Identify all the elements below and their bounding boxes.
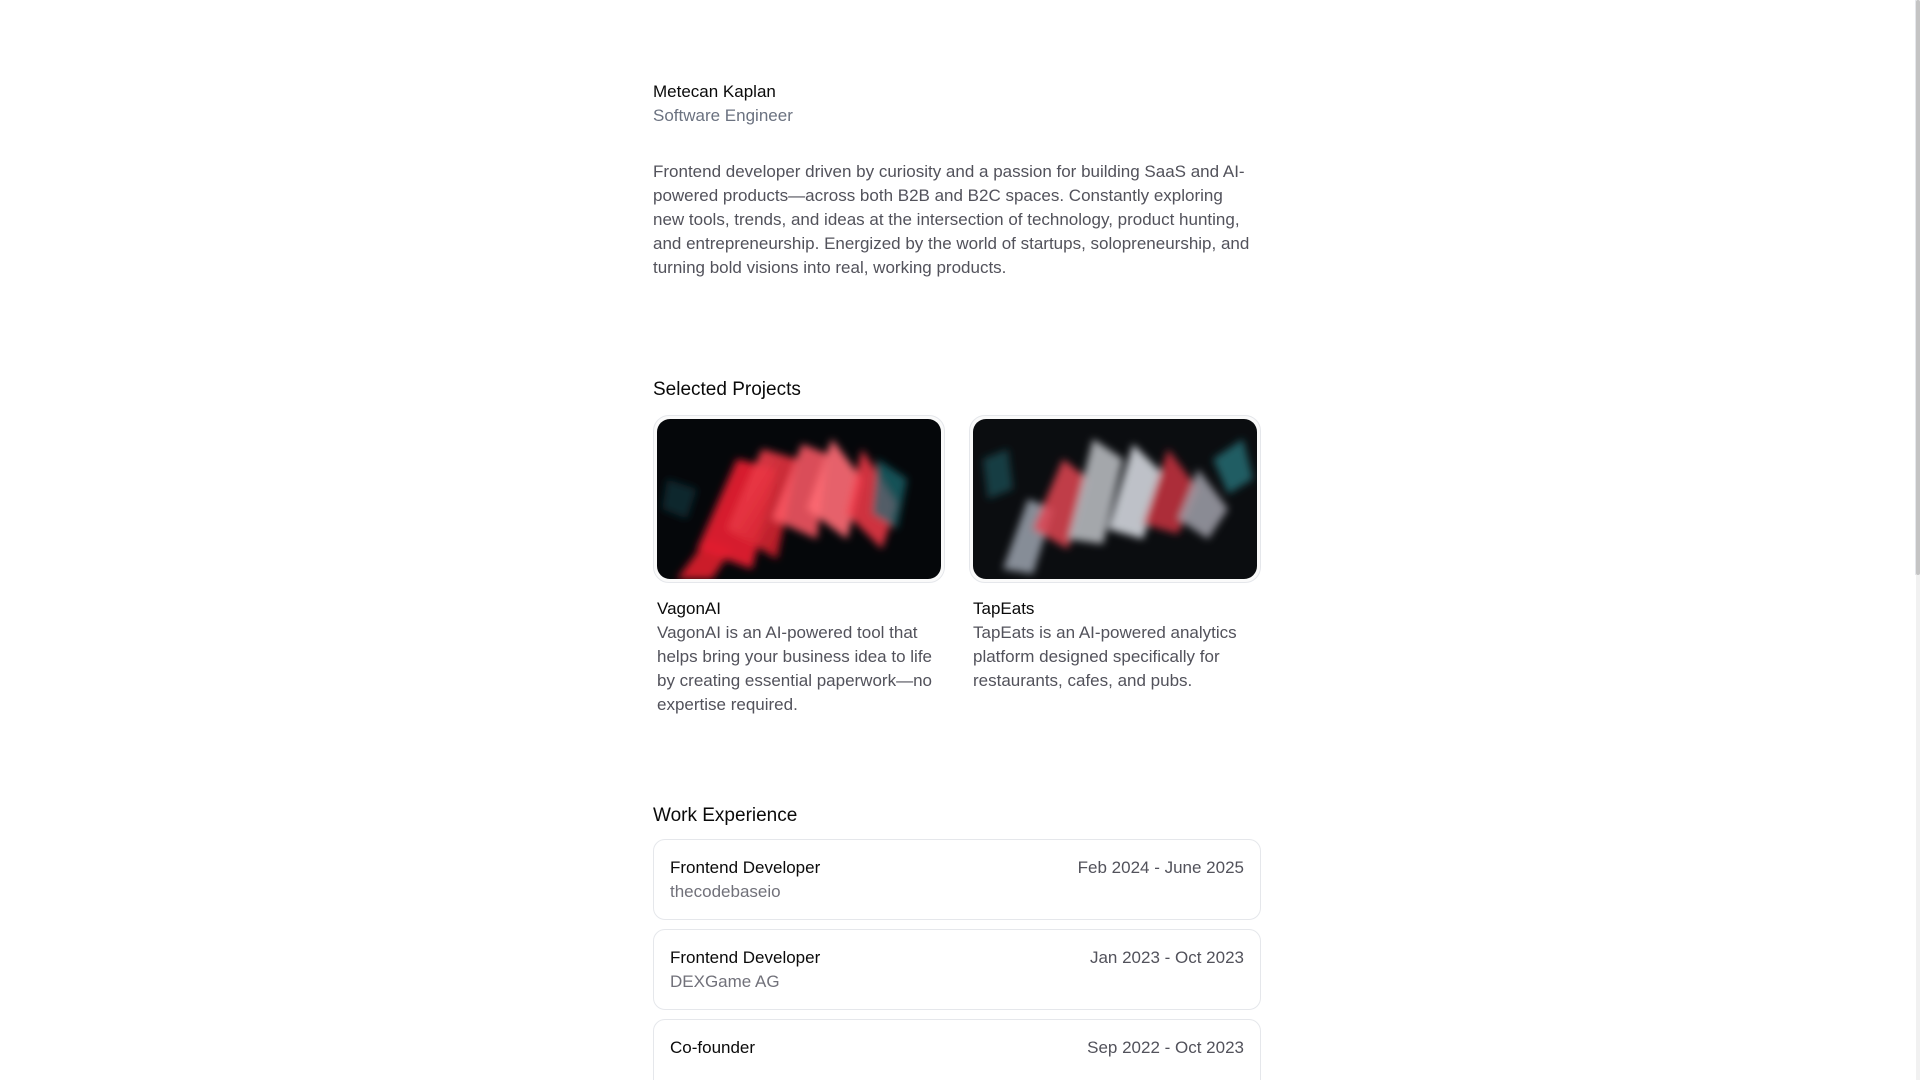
job-info: [670, 946, 820, 994]
job-dates: Jan 2023 - Oct 2023: [1089, 948, 1244, 967]
projects-heading: Selected Projects: [653, 379, 801, 400]
work-experience-heading: Work Experience: [653, 805, 798, 826]
abstract-red-waves-thumbnail: [657, 419, 941, 579]
project-text: [969, 597, 1261, 693]
profile-bio: Frontend developer driven by curiosity and a passion for building SaaS and AI-powered products—across both B2B and B2C spaces. Constantly exploring new tools, trends, and ideas at the intersection of technology, product hunting, and entrepreneurship. Energized by the world of startups, solopreneurship, and turning bold visions into real, working products.: [653, 162, 1250, 277]
project-thumbnail-frame: [969, 415, 1261, 583]
job-info: [670, 1036, 755, 1060]
job-role: Frontend Developer: [670, 858, 821, 877]
project-description: TapEats is an AI-powered analytics platform designed specifically for restaurants, cafes, and pubs.: [973, 623, 1237, 690]
project-thumbnail-frame: [653, 415, 945, 583]
job-list: [653, 839, 1261, 1080]
job-dates: Sep 2022 - Oct 2023: [1087, 1038, 1244, 1057]
abstract-grey-waves-thumbnail: [973, 419, 1257, 579]
scrollbar-thumb[interactable]: [1916, 0, 1920, 575]
work-experience-section: [653, 803, 1261, 1080]
profile-header: [653, 80, 1261, 128]
job-card[interactable]: [653, 839, 1261, 920]
job-role: Frontend Developer: [670, 948, 821, 967]
job-company: thecodebaseio: [670, 882, 781, 901]
job-role: Co-founder: [670, 1038, 756, 1057]
project-title: VagonAI: [657, 599, 721, 618]
job-card[interactable]: [653, 929, 1261, 1010]
job-dates: Feb 2024 - June 2025: [1077, 858, 1244, 877]
vertical-scrollbar[interactable]: [1916, 0, 1920, 1080]
profile-role: Software Engineer: [653, 106, 793, 125]
projects-section: [653, 377, 1261, 717]
project-card-tapeats[interactable]: [969, 415, 1261, 717]
projects-grid: [653, 415, 1261, 717]
job-info: [670, 856, 820, 904]
main-content: [653, 80, 1261, 1080]
profile-name: Metecan Kaplan: [653, 82, 776, 101]
job-company: DEXGame AG: [670, 972, 780, 991]
project-text: [653, 597, 945, 717]
project-title: TapEats: [973, 599, 1035, 618]
job-card[interactable]: [653, 1019, 1261, 1080]
project-description: VagonAI is an AI-powered tool that helps bring your business idea to life by creating essential paperwork—no expertise required.: [657, 623, 932, 714]
project-card-vagonai[interactable]: [653, 415, 945, 717]
